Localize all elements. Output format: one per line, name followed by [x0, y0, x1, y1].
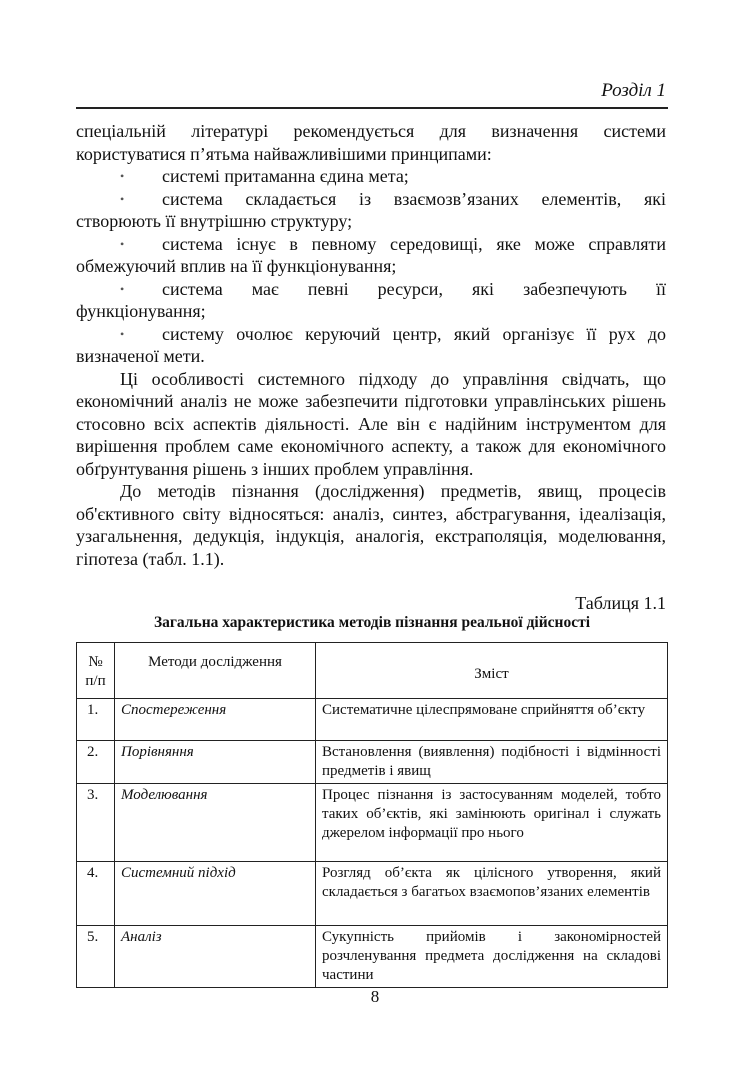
principles-list — [76, 165, 666, 368]
row-number: 5. — [77, 926, 115, 988]
methods-table — [76, 642, 668, 988]
row-method: Аналіз — [115, 926, 316, 988]
bullet-icon: • — [120, 236, 125, 251]
header-content: Зміст — [316, 643, 668, 699]
intro-paragraph: спеціальній літературі рекомендується для визначення системи користуватися п’ятьма найважливішими принципами: — [76, 121, 666, 164]
paragraph-system-approach: Ці особливості системного підходу до управління свідчать, що економічний аналіз не може забезпечити підготовки управлінських рішень стосовно всіх аспектів діяльності. Але він є надійним інструментом для вирішення проблем саме економічного аспекту, а також для економічного обґрунтування рішень з інших проблем управління. — [76, 368, 666, 479]
row-number: 3. — [77, 784, 115, 862]
header-num-symbol: № — [88, 654, 103, 670]
row-content: Систематичне цілеспрямоване сприйняття об’єкту — [316, 699, 668, 741]
row-method: Порівняння — [115, 741, 316, 784]
row-content: Сукупність прийомів і закономірностей розчленування предмета дослідження на складові частини — [316, 926, 668, 988]
row-number: 1. — [77, 699, 115, 741]
row-method: Системний підхід — [115, 862, 316, 926]
bullet-icon: • — [120, 281, 125, 296]
header-method: Методи дослідження — [115, 643, 316, 699]
table-row — [77, 741, 668, 784]
list-item — [76, 233, 666, 256]
row-content: Процес пізнання із застосуванням моделей, тобто таких об’єктів, які замінюють оригінал і служать джерелом інформації про нього — [316, 784, 668, 862]
table-row — [77, 699, 668, 741]
list-item — [76, 188, 666, 211]
page-number: 8 — [370, 987, 380, 1006]
list-item-continuation: створюють її внутрішню структуру; — [76, 211, 353, 231]
header-num-abbrev: п/п — [85, 673, 106, 689]
list-item-text: системі притаманна єдина мета; — [162, 166, 409, 186]
table-header-row — [77, 643, 668, 699]
bullet-icon: • — [120, 169, 125, 183]
header-num — [77, 643, 115, 699]
list-item-continuation: визначеної мети. — [76, 346, 205, 366]
row-content: Розгляд об’єкта як цілісного утворення, який складається з багатьох взаємопов’язаних елементів — [316, 862, 668, 926]
list-item-text: система має певні ресурси, які забезпечують її — [162, 278, 666, 299]
row-method: Спостереження — [115, 699, 316, 741]
row-method: Моделювання — [115, 784, 316, 862]
paragraph-methods: До методів пізнання (дослідження) предметів, явищ, процесів об'єктивного світу відносяться: аналіз, синтез, абстрагування, ідеалізація, узагальнення, дедукція, індукція, аналогія, екстраполяція, моделювання, гіпотеза (табл. 1.1). — [76, 481, 666, 569]
list-item-text: систему очолює керуючий центр, який організує її рух до — [162, 323, 666, 344]
list-item — [76, 278, 666, 301]
table-caption: Загальна характеристика методів пізнання реальної дійсності — [153, 614, 591, 631]
list-item — [76, 165, 666, 188]
list-item-text: система складається із взаємозв’язаних елементів, які — [162, 188, 666, 209]
bullet-icon: • — [120, 191, 125, 206]
list-item-continuation: функціонування; — [76, 301, 206, 321]
list-item-continuation: обмежуючий вплив на її функціонування; — [76, 256, 397, 276]
bullet-icon: • — [120, 326, 125, 341]
list-item — [76, 323, 666, 346]
body-text — [76, 120, 666, 570]
table-row — [77, 926, 668, 988]
table-row — [77, 784, 668, 862]
list-item-text: система існує в певному середовищі, яке може справляти — [162, 233, 666, 254]
row-content: Встановлення (виявлення) подібності і відмінності предметів і явищ — [316, 741, 668, 784]
table-row — [77, 862, 668, 926]
header-rule — [76, 107, 668, 109]
row-number: 4. — [77, 862, 115, 926]
running-head-section: Розділ 1 — [601, 80, 666, 101]
row-number: 2. — [77, 741, 115, 784]
table-label: Таблиця 1.1 — [575, 593, 666, 613]
